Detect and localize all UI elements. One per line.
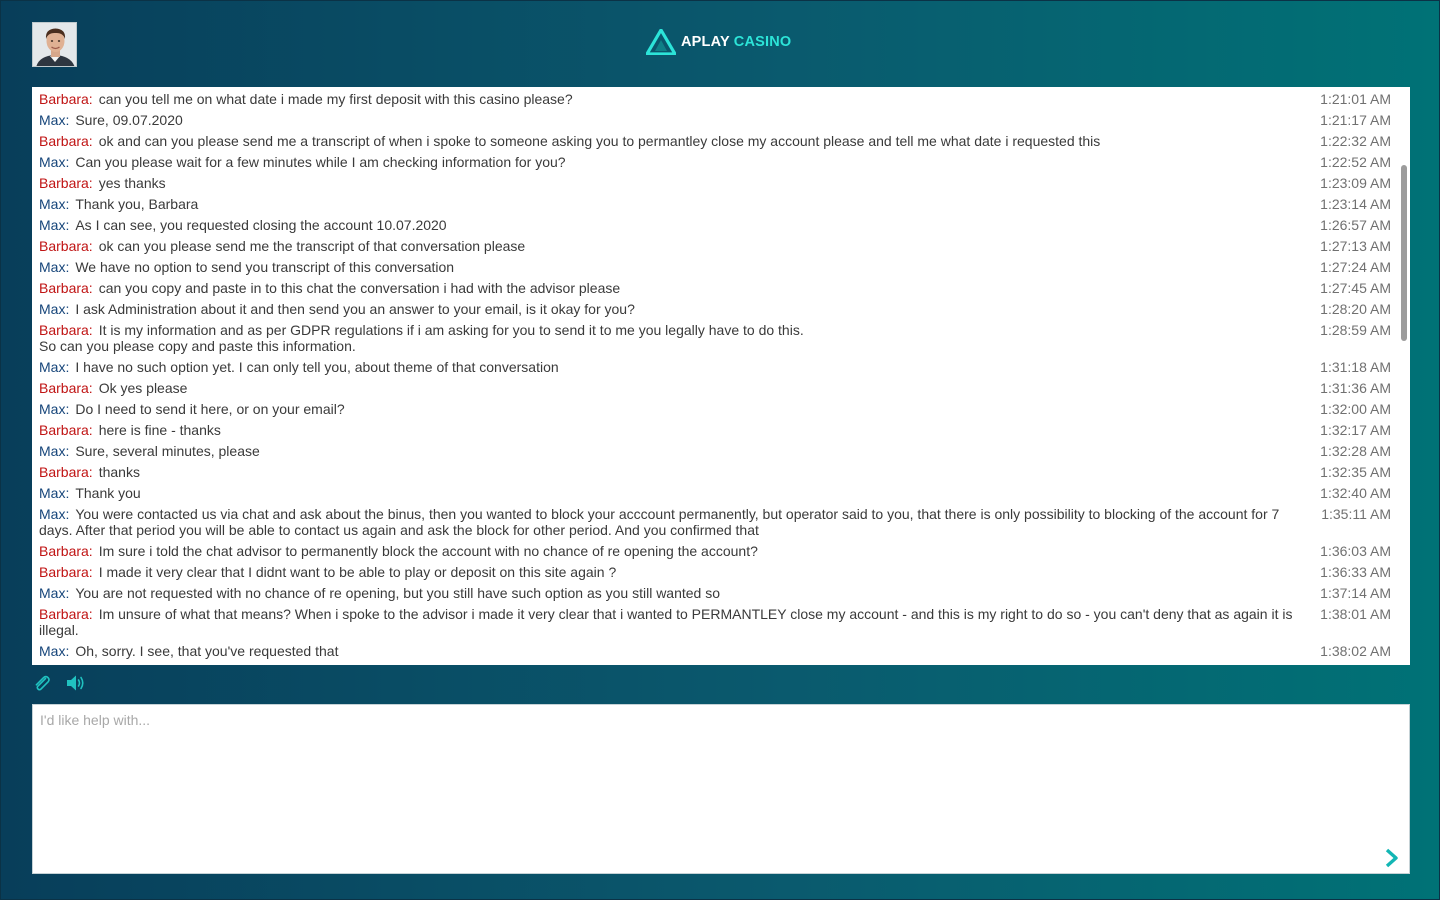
message-timestamp: 1:22:32 AM (1320, 133, 1391, 149)
message-body (39, 606, 1299, 638)
message-timestamp: 1:23:09 AM (1320, 175, 1391, 191)
message-timestamp: 1:37:14 AM (1320, 585, 1391, 601)
chevron-right-icon (1384, 848, 1400, 868)
message-body (39, 112, 1299, 128)
message-body (39, 238, 1299, 254)
message-text: I have no such option yet. I can only tell you, about theme of that conversation (75, 359, 559, 375)
message-timestamp: 1:36:33 AM (1320, 564, 1391, 580)
message-input[interactable] (33, 705, 1363, 873)
message-sender: Barbara: (39, 464, 93, 480)
logo-triangle-icon (646, 29, 676, 55)
message-sender: Max: (39, 301, 70, 317)
message-body (39, 543, 1299, 559)
message-body (39, 564, 1299, 580)
chat-message (39, 196, 1392, 212)
message-body (39, 280, 1299, 296)
chat-message (39, 643, 1392, 659)
message-timestamp: 1:32:28 AM (1320, 443, 1391, 459)
message-body (39, 485, 1299, 501)
sound-toggle-button[interactable] (66, 673, 86, 693)
paperclip-icon (33, 674, 51, 692)
message-timestamp: 1:28:20 AM (1320, 301, 1391, 317)
message-sender: Max: (39, 112, 70, 128)
chat-message (39, 585, 1392, 601)
message-text: You are not requested with no chance of re opening, but you still have such option as you still wanted so (75, 585, 721, 601)
message-timestamp: 1:35:11 AM (1321, 506, 1391, 522)
message-body (39, 422, 1299, 438)
message-body (39, 175, 1299, 191)
chat-message (39, 133, 1392, 149)
chat-message (39, 422, 1392, 438)
chat-message (39, 112, 1392, 128)
message-sender: Barbara: (39, 322, 93, 338)
message-timestamp: 1:26:57 AM (1320, 217, 1391, 233)
message-timestamp: 1:28:59 AM (1320, 322, 1391, 338)
message-sender: Barbara: (39, 280, 93, 296)
message-text: I made it very clear that I didnt want to be able to play or deposit on this site again ? (98, 564, 617, 580)
message-timestamp: 1:38:01 AM (1320, 606, 1391, 622)
chat-message (39, 280, 1392, 296)
message-body (39, 133, 1299, 149)
message-sender: Max: (39, 585, 70, 601)
chat-message (39, 359, 1392, 375)
message-text: As I can see, you requested closing the account 10.07.2020 (75, 217, 447, 233)
message-body (39, 359, 1299, 375)
message-sender: Barbara: (39, 543, 93, 559)
message-text: ok can you please send me the transcript of that conversation please (98, 238, 526, 254)
message-sender: Max: (39, 485, 70, 501)
brand-logo (646, 28, 791, 56)
chat-transcript[interactable] (32, 87, 1410, 665)
chat-message (39, 322, 1392, 354)
chat-message (39, 506, 1392, 538)
chat-message (39, 259, 1392, 275)
message-sender: Barbara: (39, 606, 93, 622)
message-sender: Max: (39, 643, 70, 659)
message-text: It is my information and as per GDPR regulations if i am asking for you to send it to me you legally have to do this. (98, 322, 804, 338)
message-body (39, 464, 1299, 480)
message-body (39, 585, 1299, 601)
message-body (39, 259, 1299, 275)
message-text: can you copy and paste in to this chat the conversation i had with the advisor please (98, 280, 621, 296)
message-timestamp: 1:31:36 AM (1320, 380, 1391, 396)
message-text: Sure, several minutes, please (75, 443, 260, 459)
message-text: Ok yes please (98, 380, 188, 396)
chat-message (39, 443, 1392, 459)
message-timestamp: 1:32:40 AM (1320, 485, 1391, 501)
message-sender: Max: (39, 359, 70, 375)
message-text: Oh, sorry. I see, that you've requested that (75, 643, 339, 659)
message-timestamp: 1:31:18 AM (1320, 359, 1391, 375)
message-text: Im unsure of what that means? When i spoke to the advisor i made it very clear that i wanted to PERMANTLEY close my account - and this is my right to do so - you can't deny that as again it is illegal. (39, 606, 1293, 638)
message-body (39, 401, 1299, 417)
message-timestamp: 1:32:17 AM (1320, 422, 1391, 438)
message-timestamp: 1:38:02 AM (1320, 643, 1391, 659)
message-sender: Barbara: (39, 380, 93, 396)
chat-message (39, 543, 1392, 559)
message-sender: Max: (39, 154, 70, 170)
chat-message (39, 464, 1392, 480)
message-timestamp: 1:27:45 AM (1320, 280, 1391, 296)
message-sender: Barbara: (39, 238, 93, 254)
chat-message (39, 606, 1392, 638)
message-sender: Barbara: (39, 133, 93, 149)
message-text: I ask Administration about it and then send you an answer to your email, is it okay for you? (75, 301, 635, 317)
message-body (39, 380, 1299, 396)
message-timestamp: 1:21:01 AM (1320, 91, 1391, 107)
chat-message (39, 175, 1392, 191)
message-text: Can you please wait for a few minutes while I am checking information for you? (75, 154, 566, 170)
chat-message (39, 217, 1392, 233)
message-text: Thank you (75, 485, 141, 501)
message-body (39, 196, 1299, 212)
message-text: Do I need to send it here, or on your email? (75, 401, 345, 417)
message-timestamp: 1:27:13 AM (1320, 238, 1391, 254)
message-body (39, 322, 1299, 354)
message-sender: Max: (39, 401, 70, 417)
message-text: You were contacted us via chat and ask about the binus, then you wanted to block your acccount permanently, but operator said to you, that there is only possibility to blocking of the account for 7 days. After that period you will be able to contact us again and ask the block for other period. And you confirmed that (39, 506, 1280, 538)
chat-message (39, 238, 1392, 254)
message-body (39, 443, 1299, 459)
message-timestamp: 1:22:52 AM (1320, 154, 1391, 170)
chat-scrollbar[interactable] (1400, 95, 1408, 659)
message-text: thanks (98, 464, 140, 480)
message-body (39, 154, 1299, 170)
message-sender: Max: (39, 506, 70, 522)
message-sender: Barbara: (39, 564, 93, 580)
chat-message (39, 485, 1392, 501)
message-body (39, 91, 1299, 107)
avatar (32, 22, 77, 67)
message-body (39, 643, 1299, 659)
message-timestamp: 1:36:03 AM (1320, 543, 1391, 559)
message-timestamp: 1:23:14 AM (1320, 196, 1391, 212)
message-text: can you tell me on what date i made my first deposit with this casino please? (98, 91, 573, 107)
message-sender: Barbara: (39, 91, 93, 107)
message-timestamp: 1:32:35 AM (1320, 464, 1391, 480)
send-button[interactable] (1381, 847, 1403, 869)
message-sender: Max: (39, 217, 70, 233)
message-body (39, 217, 1299, 233)
chat-message (39, 401, 1392, 417)
message-sender: Max: (39, 196, 70, 212)
chat-message (39, 301, 1392, 317)
message-text: yes thanks (98, 175, 166, 191)
message-timestamp: 1:21:17 AM (1320, 112, 1391, 128)
brand-name: APLAY CASINO (681, 34, 792, 50)
message-body (39, 301, 1299, 317)
message-list (32, 87, 1392, 659)
message-composer (32, 704, 1410, 874)
message-sender: Max: (39, 259, 70, 275)
attach-button[interactable] (32, 673, 52, 693)
chat-message (39, 380, 1392, 396)
chat-toolbar (32, 672, 86, 694)
scrollbar-thumb[interactable] (1401, 165, 1407, 341)
message-text: Thank you, Barbara (75, 196, 199, 212)
message-timestamp: 1:27:24 AM (1320, 259, 1391, 275)
message-text: Sure, 09.07.2020 (75, 112, 183, 128)
message-text: here is fine - thanks (98, 422, 221, 438)
message-body (39, 506, 1299, 538)
speaker-icon (66, 674, 86, 692)
chat-message (39, 154, 1392, 170)
chat-message (39, 564, 1392, 580)
message-timestamp: 1:32:00 AM (1320, 401, 1391, 417)
message-text: We have no option to send you transcript of this conversation (75, 259, 455, 275)
message-sender: Barbara: (39, 175, 93, 191)
operator-avatar-image (33, 23, 77, 67)
chat-message (39, 91, 1392, 107)
message-sender: Barbara: (39, 422, 93, 438)
message-text: ok and can you please send me a transcript of when i spoke to someone asking you to permantley close my account please and tell me what date i requested this (98, 133, 1101, 149)
message-text: Im sure i told the chat advisor to permanently block the account with no chance of re opening the account? (98, 543, 758, 559)
message-sender: Max: (39, 443, 70, 459)
message-text-continued: So can you please copy and paste this information. (39, 338, 356, 354)
